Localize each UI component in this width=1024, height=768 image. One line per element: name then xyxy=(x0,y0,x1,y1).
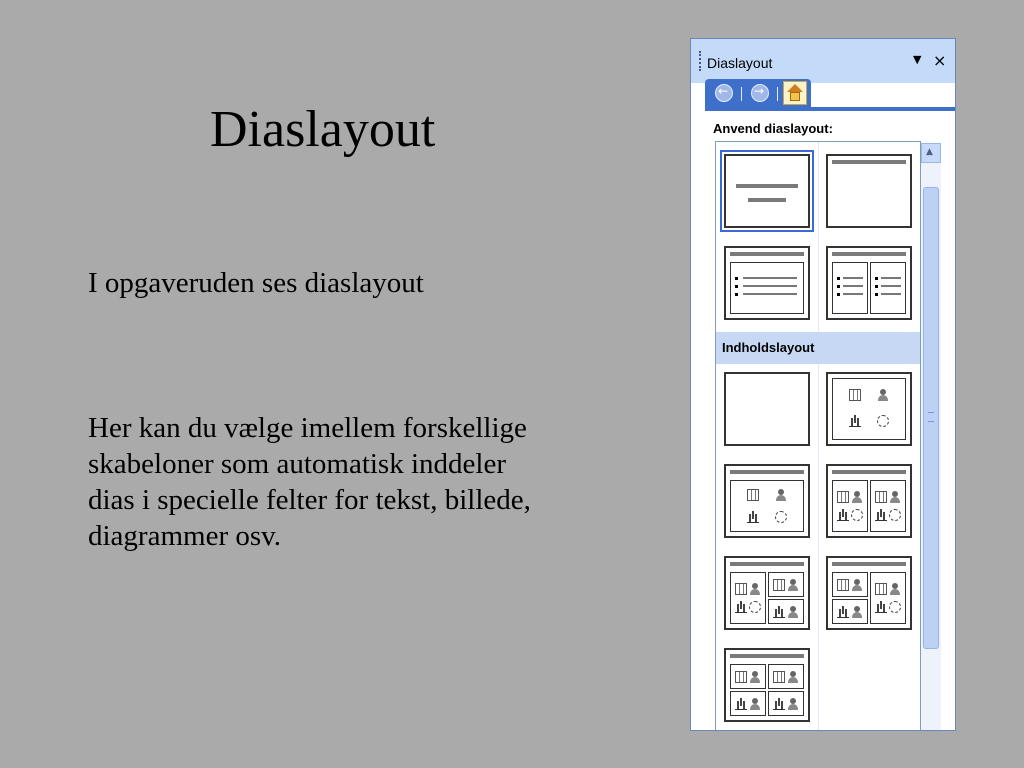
table-icon xyxy=(849,389,861,401)
content-panel-right xyxy=(870,480,906,532)
clipart-icon xyxy=(775,489,787,501)
body-paragraph-1: I opgaveruden ses diaslayout xyxy=(88,267,424,299)
chart-icon xyxy=(773,606,785,618)
content-panel-left xyxy=(832,480,868,532)
chart-icon xyxy=(837,606,849,618)
clipart-icon xyxy=(749,698,761,710)
content-panel-top-left xyxy=(832,572,868,597)
clipart-icon xyxy=(787,579,799,591)
clipart-icon xyxy=(851,579,863,591)
clipart-icon xyxy=(851,491,863,503)
clipart-icon xyxy=(851,606,863,618)
home-icon[interactable] xyxy=(783,81,807,105)
gallery-divider xyxy=(818,142,819,731)
content-panel-bottom-right xyxy=(768,599,804,624)
pane-navbar xyxy=(705,79,811,107)
clipart-icon xyxy=(787,698,799,710)
layout-thumb-content-and-two-content[interactable] xyxy=(724,556,810,630)
table-icon xyxy=(735,671,747,683)
title-bar xyxy=(832,160,906,164)
title-bar xyxy=(832,470,906,474)
layout-thumb-title-and-text[interactable] xyxy=(724,246,810,320)
layout-thumb-title-and-four-content[interactable] xyxy=(724,648,810,722)
diagram-icon xyxy=(851,509,863,521)
table-icon xyxy=(773,671,785,683)
chart-icon xyxy=(735,698,747,710)
nav-separator xyxy=(777,87,778,101)
clipart-icon xyxy=(889,491,901,503)
scroll-thumb[interactable] xyxy=(923,187,939,649)
clipart-icon xyxy=(889,583,901,595)
chart-icon xyxy=(735,601,747,613)
layout-thumb-title-slide[interactable] xyxy=(724,154,810,228)
home-body xyxy=(790,92,800,101)
title-bar xyxy=(730,470,804,474)
clipart-icon xyxy=(749,671,761,683)
pane-header xyxy=(691,39,955,83)
pane-grip[interactable] xyxy=(699,51,703,71)
nav-separator xyxy=(741,87,742,101)
content-panel xyxy=(730,480,804,532)
text-panel-right xyxy=(870,262,906,314)
task-pane xyxy=(690,38,956,731)
chart-icon xyxy=(875,601,887,613)
layout-thumb-title-only[interactable] xyxy=(826,154,912,228)
content-category-label: Indholdslayout xyxy=(722,340,815,355)
subtitle-bar xyxy=(748,198,786,202)
content-panel-2 xyxy=(768,664,804,689)
layout-thumb-content[interactable] xyxy=(826,372,912,446)
apply-layout-label: Anvend diaslayout: xyxy=(713,121,833,136)
content-panel-top-right xyxy=(768,572,804,597)
title-bar xyxy=(730,252,804,256)
chart-icon xyxy=(773,698,785,710)
content-panel-bottom-left xyxy=(832,599,868,624)
gallery-scrollbar[interactable] xyxy=(921,143,941,731)
scroll-up-button[interactable] xyxy=(921,143,941,163)
content-panel-right xyxy=(870,572,906,624)
diagram-icon xyxy=(889,509,901,521)
pane-title: Diaslayout xyxy=(707,55,773,71)
table-icon xyxy=(837,579,849,591)
clipart-icon xyxy=(877,389,889,401)
layout-thumb-two-columns[interactable] xyxy=(826,246,912,320)
title-bar xyxy=(832,562,906,566)
forward-arrow-icon[interactable] xyxy=(751,84,769,102)
text-panel-left xyxy=(832,262,868,314)
title-bar xyxy=(736,184,798,188)
layout-thumb-two-content-and-content[interactable] xyxy=(826,556,912,630)
body-paragraph-2: Her kan du vælge imellem forskellige skabeloner som automatisk inddeler dias i specielle felter for tekst, billede, diagrammer osv. xyxy=(88,412,531,552)
chart-icon xyxy=(837,509,849,521)
home-roof xyxy=(787,84,803,92)
title-bar xyxy=(730,562,804,566)
clipart-icon xyxy=(787,671,799,683)
table-icon xyxy=(735,583,747,595)
content-panel-3 xyxy=(730,691,766,716)
chart-icon xyxy=(747,511,759,523)
pane-dropdown-icon[interactable]: ▼ xyxy=(913,53,922,66)
layout-thumb-blank[interactable] xyxy=(724,372,810,446)
table-icon xyxy=(875,491,887,503)
chart-icon xyxy=(849,415,861,427)
layout-thumb-title-and-content[interactable] xyxy=(724,464,810,538)
diagram-icon xyxy=(749,601,761,613)
diagram-icon xyxy=(889,601,901,613)
scroll-thumb-grip xyxy=(928,412,934,422)
content-panel xyxy=(832,378,906,440)
table-icon xyxy=(837,491,849,503)
clipart-icon xyxy=(749,583,761,595)
content-panel-left xyxy=(730,572,766,624)
chart-icon xyxy=(875,509,887,521)
title-bar xyxy=(730,654,804,658)
slide-title: Diaslayout xyxy=(210,101,436,158)
content-panel-1 xyxy=(730,664,766,689)
title-bar xyxy=(832,252,906,256)
table-icon xyxy=(773,579,785,591)
back-arrow-icon[interactable] xyxy=(715,84,733,102)
table-icon xyxy=(747,489,759,501)
layout-gallery xyxy=(715,141,921,731)
content-category-header xyxy=(716,332,921,364)
clipart-icon xyxy=(787,606,799,618)
navbar-strip xyxy=(705,107,956,111)
text-panel xyxy=(730,262,804,314)
layout-thumb-title-and-two-content[interactable] xyxy=(826,464,912,538)
content-panel-4 xyxy=(768,691,804,716)
table-icon xyxy=(875,583,887,595)
diagram-icon xyxy=(775,511,787,523)
diagram-icon xyxy=(877,415,889,427)
pane-close-button[interactable]: × xyxy=(933,51,947,70)
